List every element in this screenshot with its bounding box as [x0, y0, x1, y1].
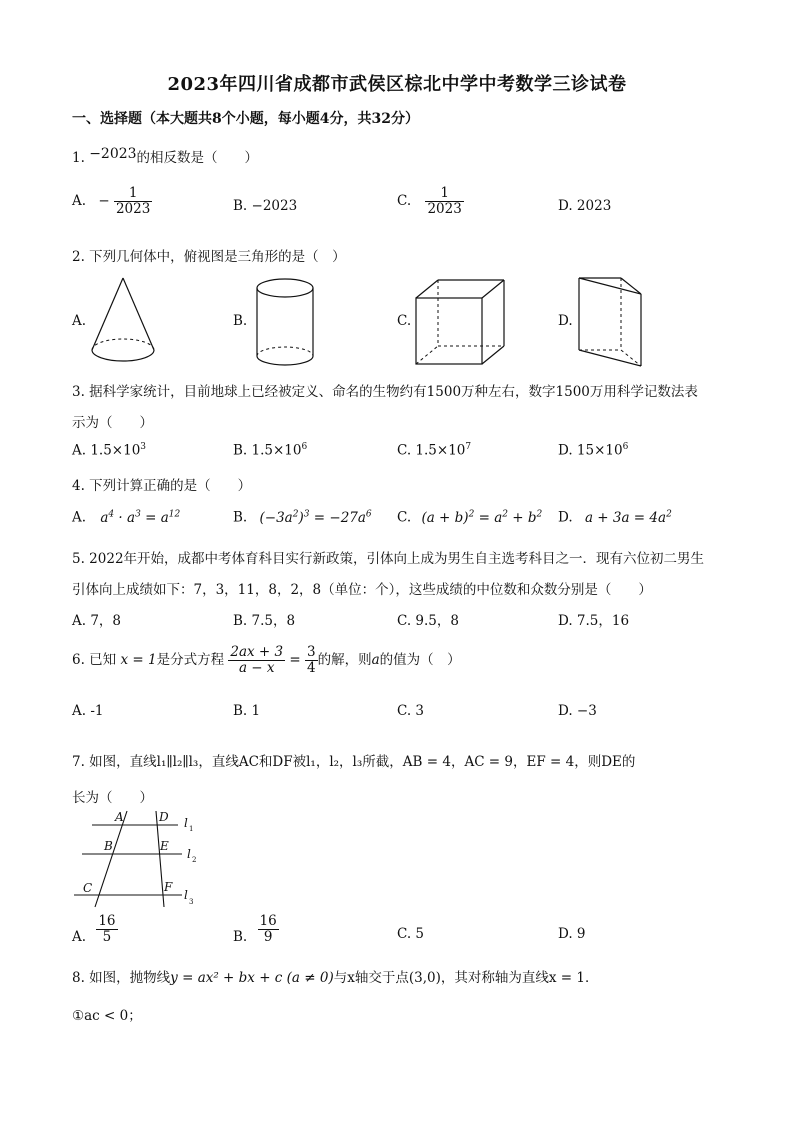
q6-suffix: 的解，则 [317, 651, 372, 668]
q1-a-sign: − [98, 192, 110, 209]
q5-option-b: B. 7.5，8 [233, 613, 296, 629]
label-l2-subscript: 2 [192, 856, 197, 864]
q6-equals: = [289, 651, 301, 668]
q7-b-label: B. [233, 928, 248, 945]
q4-a-expression: $a^4 \cdot a^3 = a^{12}$ [100, 509, 181, 526]
q7-a-numerator: 16 [98, 913, 116, 929]
prism-figure [575, 274, 649, 374]
q1-c-fraction [425, 186, 463, 217]
point-b-label: B [104, 839, 113, 853]
q1-expression: −2023 [89, 146, 137, 162]
cube-figure [412, 276, 508, 372]
q3-b-exponent: 6 [301, 442, 308, 452]
q6-condition: x = 1 [120, 651, 157, 668]
label-l1-subscript: 1 [189, 825, 194, 833]
point-d-label: D [159, 810, 169, 824]
label-l3-subscript: 3 [189, 898, 194, 906]
q4-b-label: B. [233, 509, 248, 526]
q6-rhs-numerator: 3 [307, 644, 316, 660]
q3-option-b [233, 442, 307, 459]
q7-b-denominator: 9 [263, 928, 273, 945]
point-a-label: A [115, 810, 124, 824]
q7-b-numerator: 16 [259, 913, 277, 929]
q4-option-a [72, 509, 180, 526]
point-c-label: C [83, 881, 93, 895]
parallel-lines-figure [72, 808, 212, 912]
q6-variable: a [371, 651, 380, 668]
q6-option-a: A. -1 [72, 703, 104, 719]
q4-d-label: D. [558, 509, 573, 526]
q8-statement-1: ①ac < 0； [72, 1008, 142, 1024]
q8-prefix: 8. 如图，抛物线 [72, 970, 171, 986]
question-5-line-2: 引体向上成绩如下：7，3，11，8，2，8（单位：个），这些成绩的中位数和众数分别是（ ） [72, 582, 652, 598]
q1-a-denominator: 2023 [115, 200, 151, 217]
label-l3: l [184, 888, 188, 902]
question-4-stem: 4. 下列计算正确的是（ ） [72, 478, 252, 494]
q4-c-label: C. [397, 509, 412, 526]
q1-option-b: B. −2023 [233, 198, 298, 214]
question-7-line-1: 7. 如图，直线l₁∥l₂∥l₃，直线AC和DF被l₁，l₂，l₃所截，AB = 4，AC = 9，EF = 4，则DE的 [72, 754, 636, 770]
q6-option-b: B. 1 [233, 703, 261, 719]
q7-option-b [233, 914, 279, 945]
q3-d-base: D. 15×10 [558, 442, 623, 459]
q6-lhs-fraction [228, 645, 285, 676]
page-title: 2023年四川省成都市武侯区棕北中学中考数学三诊试卷 [167, 74, 627, 95]
section-heading: 一、选择题（本大题共8个小题，每小题4分，共32分） [72, 111, 419, 127]
q4-c-expression: $(a + b)^2 = a^2 + b^2$ [421, 509, 543, 526]
q4-b-expression: $(-3a^2)^3 = -27a^6$ [259, 509, 372, 526]
q7-option-a [72, 914, 118, 945]
q1-a-label: A. [72, 192, 87, 209]
q4-a-label: A. [72, 509, 87, 526]
label-l2: l [187, 847, 191, 861]
q6-prefix: 6. 已知 [72, 651, 117, 668]
question-1 [72, 146, 258, 166]
q6-lhs-denominator: a − x [238, 659, 275, 676]
q5-option-a: A. 7，8 [72, 613, 122, 629]
q1-a-numerator: 1 [114, 186, 152, 202]
cylinder-figure [253, 276, 319, 372]
q3-b-base: B. 1.5×10 [233, 442, 302, 459]
q1-c-numerator: 1 [425, 186, 463, 202]
q6-mid-text: 是分式方程 [156, 651, 225, 668]
q1-option-a [72, 186, 152, 217]
q3-a-exponent: 3 [140, 442, 147, 452]
question-5-line-1: 5. 2022年开始，成都中考体育科目实行新政策，引体向上成为男生自主选考科目之一．现有六位初二男生 [72, 551, 705, 567]
q6-lhs-numerator: 2ax + 3 [230, 644, 284, 660]
q7-a-label: A. [72, 928, 87, 945]
q6-option-d: D. −3 [558, 703, 597, 719]
q1-option-c [397, 186, 464, 217]
q7-a-fraction [96, 914, 117, 945]
q4-option-d [558, 509, 672, 526]
q3-option-d [558, 442, 628, 459]
q4-option-b [233, 509, 372, 526]
question-2-stem: 2. 下列几何体中，俯视图是三角形的是（ ） [72, 249, 346, 265]
q1-number: 1. [72, 150, 85, 166]
q5-option-c: C. 9.5，8 [397, 613, 459, 629]
q6-option-c: C. 3 [397, 703, 425, 719]
q8-equation: y = ax² + bx + c (a ≠ 0) [170, 970, 334, 986]
q2-option-c: C. [397, 313, 412, 329]
q5-option-d: D. 7.5，16 [558, 613, 630, 629]
q3-c-base: C. 1.5×10 [397, 442, 466, 459]
q4-option-c [397, 509, 542, 526]
question-7-line-2: 长为（ ） [72, 790, 153, 806]
q2-option-d: D. [558, 313, 573, 329]
q4-d-expression: $a + 3a = 4a^2$ [584, 509, 672, 526]
question-8-stem [72, 966, 598, 986]
q6-rhs-denominator: 4 [307, 659, 316, 676]
q3-a-base: A. 1.5×10 [72, 442, 141, 459]
q2-option-a: A. [72, 313, 87, 329]
cone-figure [88, 274, 158, 370]
q2-option-b: B. [233, 313, 248, 329]
q7-option-d: D. 9 [558, 926, 586, 942]
q1-c-label: C. [397, 192, 412, 209]
q3-option-c [397, 442, 471, 459]
question-3-line-2: 示为（ ） [72, 415, 153, 431]
q3-option-a [72, 442, 146, 459]
point-e-label: E [160, 839, 169, 853]
q1-c-denominator: 2023 [427, 200, 462, 217]
q3-d-exponent: 6 [622, 442, 629, 452]
q3-c-exponent: 7 [465, 442, 472, 452]
point-f-label: F [164, 880, 173, 894]
q7-a-denominator: 5 [102, 928, 112, 945]
q8-suffix: 与x轴交于点(3,0)，其对称轴为直线x = 1． [333, 970, 599, 986]
q1-stem: 的相反数是（ ） [136, 150, 259, 166]
q6-rhs-fraction [305, 645, 318, 676]
q1-option-d: D. 2023 [558, 198, 612, 214]
question-3-line-1: 3. 据科学家统计，目前地球上已经被定义、命名的生物约有1500万种左右，数字1500万用科学记数法表 [72, 384, 698, 400]
question-6-stem [72, 645, 461, 676]
q6-end: 的值为（ ） [379, 651, 461, 668]
q7-b-fraction [258, 914, 279, 945]
label-l1: l [184, 816, 188, 830]
q1-a-fraction [114, 186, 152, 217]
q7-option-c: C. 5 [397, 926, 425, 942]
